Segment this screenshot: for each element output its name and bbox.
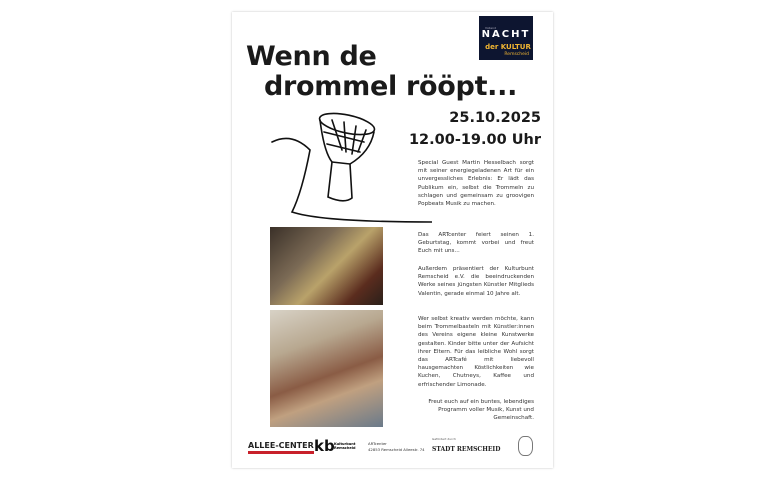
kulturbunt-logo: kb — [314, 437, 335, 455]
event-time: 12.00-19.00 Uhr — [408, 132, 541, 148]
sponsor-name: STADT REMSCHEID — [432, 446, 501, 453]
sponsor-label: Gefördert durch — [432, 437, 456, 441]
nacht-der-kultur-logo — [479, 16, 533, 60]
event-date: 25.10.2025 — [449, 110, 541, 126]
paragraph-workshop: Wer selbst kreativ werden möchte, kann beim Trommelbasteln mit Künstler:innen des Vereins eigene kleine Kunstwerke gestalten. Kinder bitte unter der Aufsicht ihrer Eltern. Für das leibliche Wohl sorgt das ARTcafé mit liebevoll hausgemachten Köstlichkeiten wie Kuchen, Chutneys, Kaffee und erfrischender Limonade. — [418, 316, 534, 388]
stadt-remscheid-logo — [432, 437, 500, 453]
poster-title-line2: drommel rööpt... — [264, 71, 518, 102]
group-photo — [270, 310, 383, 427]
kulturbunt-subtitle: Kulturbunt Remscheid — [334, 442, 356, 450]
paragraph-closing: Freut euch auf ein buntes, lebendiges Programm voller Musik, Kunst und Gemeinschaft. — [428, 399, 534, 422]
logo-kultur: der KULTUR — [485, 43, 531, 51]
paragraph-special-guest: Special Guest Martin Hesselbach sorgt mit seiner energiegeladenen Art für ein unvergessliches Erlebnis: Er lädt das Publikum ein, selbst die Trommeln zu schlagen und gemeinsam zu groovigen Popbeats Musik zu machen. — [418, 160, 534, 208]
seal-icon — [518, 436, 533, 456]
paragraph-birthday: Das ARTcenter feiert seinen 1. Geburtstag, kommt vorbei und freut Euch mit uns... — [418, 232, 534, 255]
drum-illustration — [232, 102, 432, 232]
logo-small-text: Vollend — [485, 26, 496, 30]
drummer-photo — [270, 227, 383, 305]
allee-text: ALLEE-CENTER — [248, 441, 314, 450]
address-line2: 42853 Remscheid Alleestr. 74 — [368, 447, 425, 452]
sponsor-footer — [232, 435, 553, 463]
logo-city: Remscheid — [504, 52, 529, 57]
event-poster — [232, 12, 553, 468]
logo-nacht: NACHT — [481, 29, 531, 40]
paragraph-kulturbunt: Außerdem präsentiert der Kulturbunt Remscheid e.V. die beeindruckenden Werke seines jüngsten Künstler Mitglieds Valentin, gerade einmal 10 Jahre alt. — [418, 266, 534, 297]
address-line1: ARTcenter — [368, 441, 387, 446]
address — [368, 441, 425, 453]
allee-center-logo — [248, 441, 314, 454]
poster-title-line1: Wenn de — [246, 41, 377, 72]
